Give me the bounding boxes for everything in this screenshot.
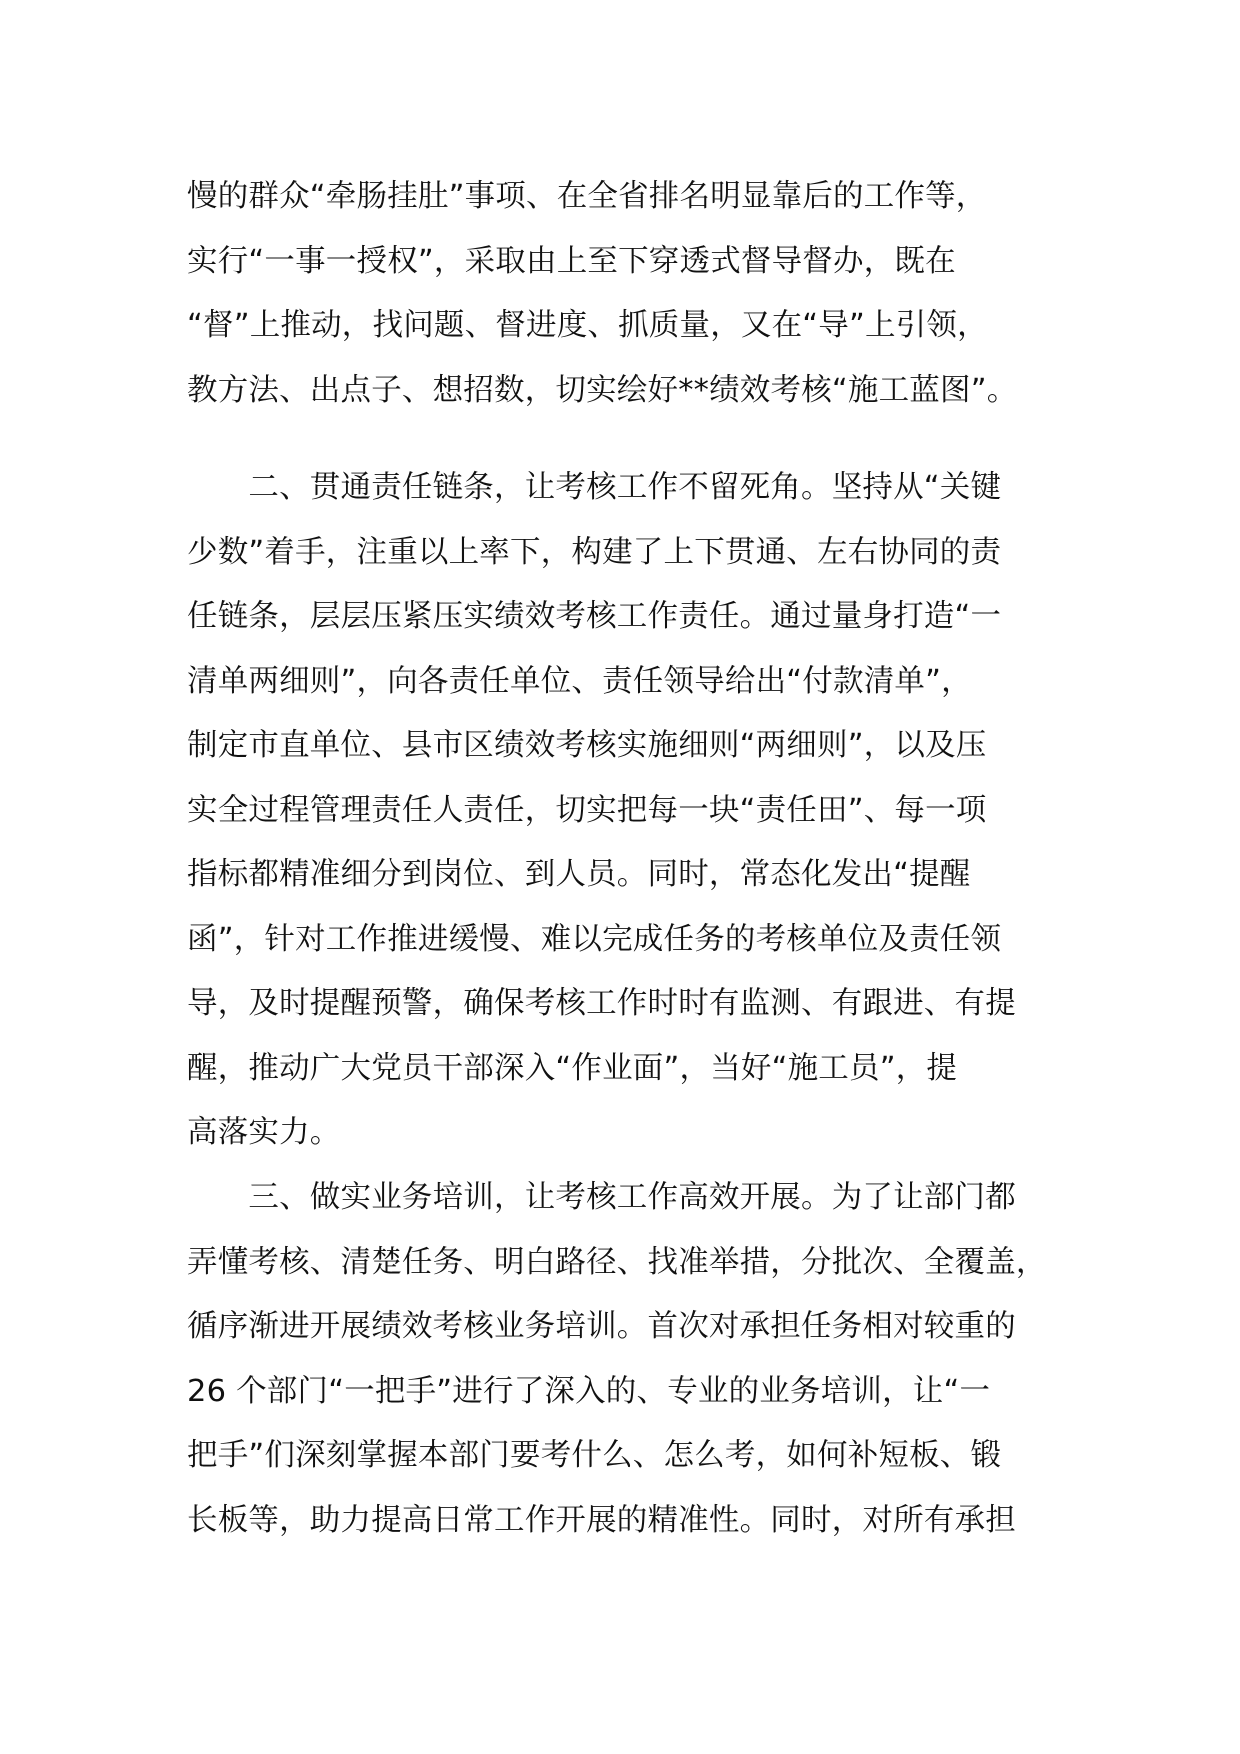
text-line: 清单两细则”，向各责任单位、责任领导给出“付款清单”， <box>187 663 972 699</box>
text-line: 慢的群众“牵肠挂肚”事项、在全省排名明显靠后的工作等， <box>187 179 987 214</box>
text-line: “督”上推动，找问题、督进度、抓质量，又在“导”上引领， <box>187 308 988 343</box>
text-line: 三、做实业务培训，让考核工作高效开展。为了让部门都 <box>187 1180 1016 1215</box>
text-line: 教方法、出点子、想招数，切实绘好**绩效考核“施工蓝图”。 <box>187 372 1018 408</box>
text-line: 26 个部门“一把手”进行了深入的、专业的业务培训，让“一 <box>187 1373 991 1409</box>
text-line: 导，及时提醒预警，确保考核工作时时有监测、有跟进、有提 <box>187 986 1016 1021</box>
paragraph-3 <box>187 1166 1057 1553</box>
text-line: 高落实力。 <box>187 1115 341 1150</box>
paragraph-2 <box>187 456 1057 1166</box>
text-line: 二、贯通责任链条，让考核工作不留死角。坚持从“关键 <box>187 470 1002 505</box>
text-line: 弄懂考核、清楚任务、明白路径、找准举措，分批次、全覆盖， <box>187 1244 1047 1280</box>
text-line: 少数”着手，注重以上率下，构建了上下贯通、左右协同的责 <box>187 534 1002 570</box>
text-line: 函”，针对工作推进缓慢、难以完成任务的考核单位及责任领 <box>187 921 1002 957</box>
text-line: 循序渐进开展绩效考核业务培训。首次对承担任务相对较重的 <box>187 1309 1016 1344</box>
text-line: 长板等，助力提高日常工作开展的精准性。同时，对所有承担 <box>187 1502 1016 1538</box>
text-line: 把手”们深刻掌握本部门要考什么、怎么考，如何补短板、锻 <box>187 1438 1002 1473</box>
text-line: 实行“一事一授权”，采取由上至下穿透式督导督办，既在 <box>187 243 956 279</box>
text-line: 指标都精准细分到岗位、到人员。同时，常态化发出“提醒 <box>187 857 971 892</box>
paragraph-1 <box>187 165 1057 423</box>
text-line: 任链条，层层压紧压实绩效考核工作责任。通过量身打造“一 <box>187 599 1002 634</box>
text-line: 制定市直单位、县市区绩效考核实施细则“两细则”，以及压 <box>187 728 987 763</box>
text-line: 醒，推动广大党员干部深入“作业面”，当好“施工员”，提 <box>187 1050 958 1086</box>
text-line: 实全过程管理责任人责任，切实把每一块“责任田”、每一项 <box>187 792 987 828</box>
